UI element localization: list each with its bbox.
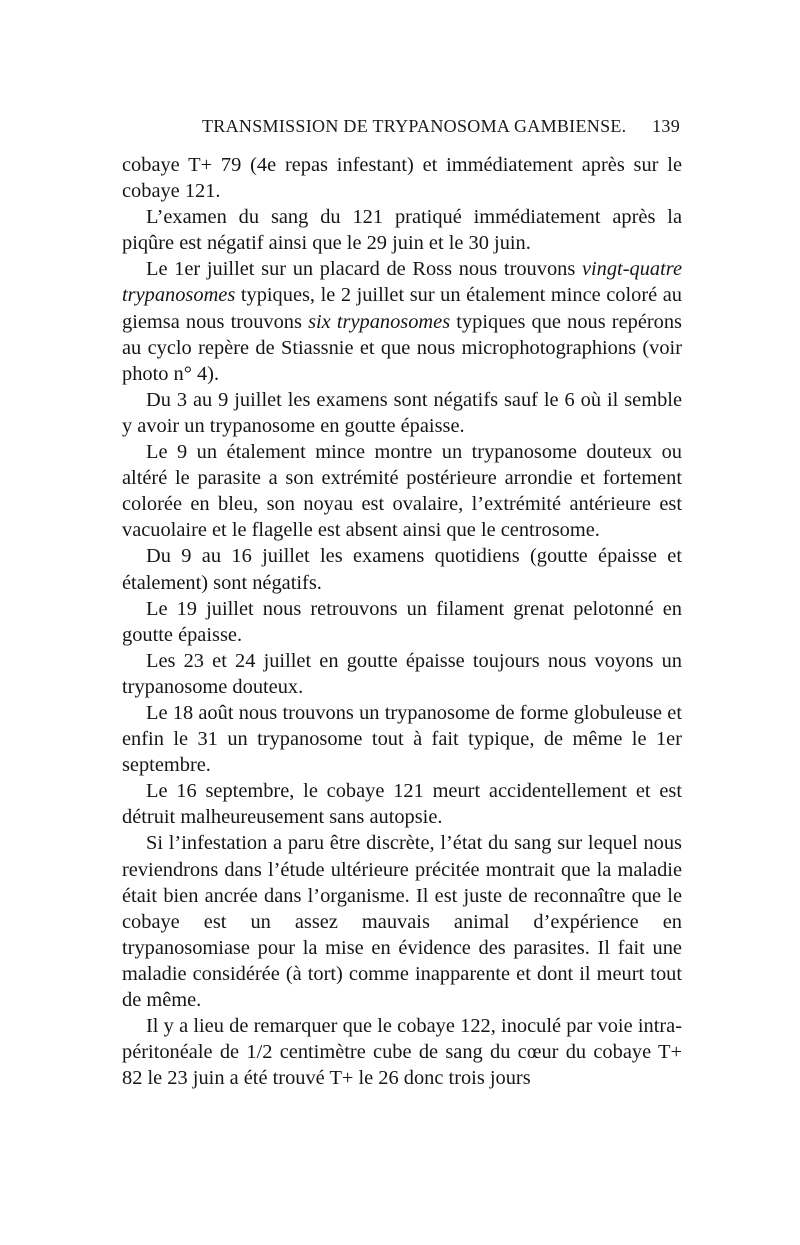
paragraph: Le 16 septembre, le cobaye 121 meurt accidentellement et est détruit malheureusement sans autopsie. — [122, 780, 682, 829]
paragraph-continuation: cobaye T+ 79 (4e repas infestant) et immédiatement après sur le cobaye 121. — [122, 154, 682, 203]
paragraph: Du 3 au 9 juillet les examens sont négatifs sauf le 6 où il semble y avoir un trypanosome en goutte épaisse. — [122, 388, 682, 437]
running-header — [122, 116, 680, 142]
paragraph-text: typiques, le 2 juillet sur un étalement mince coloré au giemsa nous trouvons — [122, 284, 682, 333]
paragraph: Les 23 et 24 juillet en goutte épaisse toujours nous voyons un trypanosome douteux. — [122, 649, 682, 698]
italic-phrase: six trypanosomes — [308, 310, 451, 333]
paragraph: Le 18 août nous trouvons un trypanosome de forme globuleuse et enfin le 31 un trypanosome tout à fait typique, de même le 1er septembre. — [122, 701, 682, 777]
paragraph-text: typiques que nous repérons au cyclo repère de Stiassnie et que nous microphotographions (voir photo n° 4). — [122, 310, 682, 385]
paragraph: L’examen du sang du 121 pratiqué immédiatement après la piqûre est négatif ainsi que le 29 juin et le 30 juin. — [122, 206, 682, 255]
body-text — [122, 152, 682, 1091]
paragraph — [122, 256, 682, 386]
paragraph: Si l’infestation a paru être discrète, l’état du sang sur lequel nous reviendrons dans l’étude ultérieure précitée montrait que la maladie était bien ancrée dans l’organisme. Il est juste de reconnaître que le cobaye est un assez mauvais animal d’expérience en trypanosomiase pour la mise en évidence des parasites. Il fait une maladie considérée (à tort) comme inapparente et dont il meurt tout de même. — [122, 832, 682, 1011]
page-number: 139 — [652, 116, 680, 136]
paragraph: Il y a lieu de remarquer que le cobaye 122, inoculé par voie intra-péritonéale de 1/2 centimètre cube de sang du cœur du cobaye T+ 82 le 23 juin a été trouvé T+ le 26 donc trois jours — [122, 1015, 682, 1090]
running-title: TRANSMISSION DE TRYPANOSOMA GAMBIENSE. — [202, 116, 627, 136]
paragraph-text: Le 1er juillet sur un placard de Ross nous trouvons — [146, 258, 582, 281]
paragraph: Du 9 au 16 juillet les examens quotidiens (goutte épaisse et étalement) sont négatifs. — [122, 545, 682, 594]
paragraph: Le 9 un étalement mince montre un trypanosome douteux ou altéré le parasite a son extrémité postérieure arrondie et fortement colorée en bleu, son noyau est ovalaire, l’extrémité antérieure est vacuolaire et le flagelle est absent ainsi que le centrosome. — [122, 441, 682, 542]
italic-phrase: vingt-quatre trypanosomes — [122, 258, 682, 307]
paragraph: Le 19 juillet nous retrouvons un filament grenat pelotonné en goutte épaisse. — [122, 597, 682, 646]
